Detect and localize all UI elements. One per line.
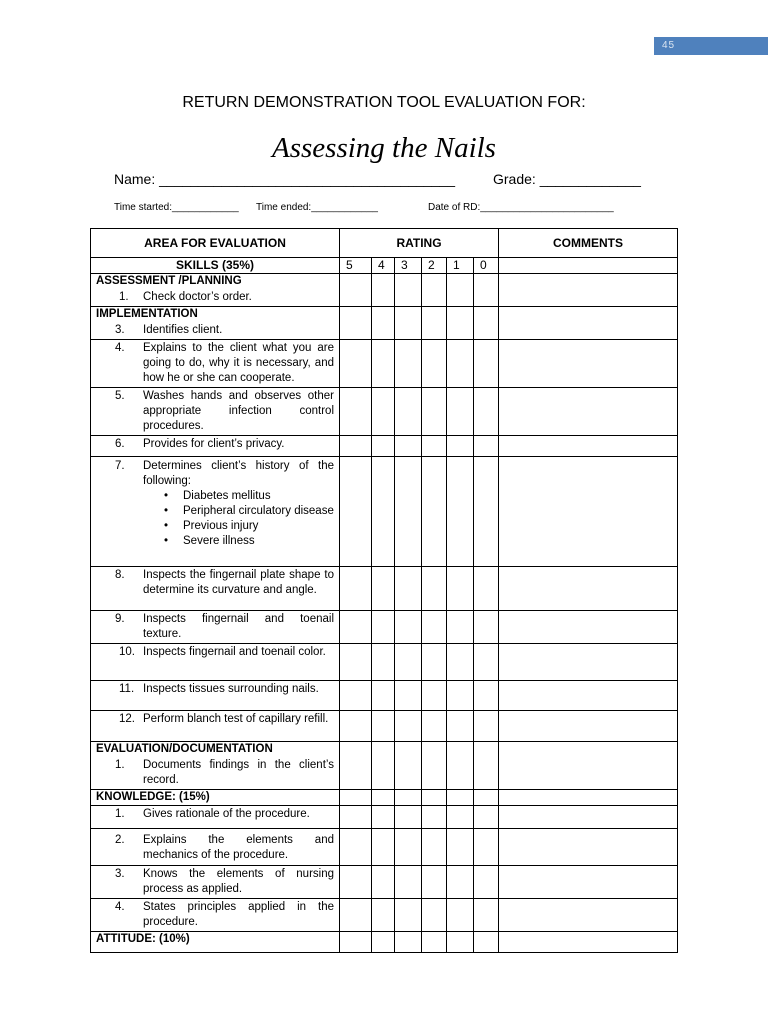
rating-cell[interactable]	[447, 611, 474, 644]
section-knowledge: KNOWLEDGE: (15%)	[91, 790, 340, 806]
comments-cell[interactable]	[499, 932, 678, 953]
comments-cell[interactable]	[499, 388, 678, 436]
criterion-label: Washes hands and observes other appropriate infection control procedures.	[143, 390, 334, 432]
criterion-label: Gives rationale of the procedure.	[143, 808, 310, 820]
rating-1: 1	[447, 258, 474, 274]
rating-cell[interactable]	[372, 274, 395, 307]
rating-cell[interactable]	[372, 790, 395, 806]
rating-cell[interactable]	[474, 806, 499, 829]
rating-cell[interactable]	[474, 457, 499, 567]
rating-cell[interactable]	[372, 611, 395, 644]
criterion-text	[91, 388, 340, 436]
table-row	[91, 567, 678, 611]
table-row	[91, 340, 678, 388]
criterion-number: 7.	[115, 460, 125, 472]
criterion-number: 8.	[115, 569, 125, 581]
rating-cell[interactable]	[340, 436, 372, 457]
rating-cell[interactable]	[447, 899, 474, 932]
criterion-number: 1.	[119, 291, 129, 303]
table-row	[91, 644, 678, 681]
rating-5: 5	[340, 258, 372, 274]
rating-cell[interactable]	[395, 457, 422, 567]
rating-cell[interactable]	[447, 436, 474, 457]
rating-cell[interactable]	[474, 829, 499, 866]
rating-cell[interactable]	[395, 307, 422, 340]
rating-4: 4	[372, 258, 395, 274]
rating-cell[interactable]	[422, 340, 447, 388]
rating-cell[interactable]	[474, 711, 499, 742]
date-of-rd-field: Date of RD:________________________	[428, 202, 614, 213]
time-started-field: Time started:____________	[114, 202, 239, 213]
history-item: • Previous injury	[139, 519, 334, 534]
rating-cell[interactable]	[474, 274, 499, 307]
rating-cell[interactable]	[395, 829, 422, 866]
table-row	[91, 932, 678, 953]
criterion-label: Explains the elements and mechanics of the procedure.	[143, 834, 334, 861]
rating-cell[interactable]	[447, 457, 474, 567]
rating-cell[interactable]	[422, 899, 447, 932]
criterion-text	[91, 322, 339, 339]
rating-cell[interactable]	[372, 307, 395, 340]
criterion-text	[91, 681, 340, 711]
criterion-text	[91, 340, 340, 388]
rating-cell[interactable]	[340, 742, 372, 790]
section-evaluation: EVALUATION/DOCUMENTATION	[96, 743, 273, 755]
rating-cell[interactable]	[447, 866, 474, 899]
rating-cell[interactable]	[340, 611, 372, 644]
rating-cell[interactable]	[447, 711, 474, 742]
rating-cell[interactable]	[422, 307, 447, 340]
criterion-number: 11.	[119, 683, 135, 695]
criterion-number: 5.	[115, 390, 125, 402]
rating-cell[interactable]	[340, 711, 372, 742]
rating-cell[interactable]	[447, 274, 474, 307]
table-row	[91, 388, 678, 436]
criterion-text	[91, 611, 340, 644]
rating-cell[interactable]	[474, 932, 499, 953]
comments-cell	[499, 258, 678, 274]
rating-cell[interactable]	[395, 388, 422, 436]
table-row	[91, 711, 678, 742]
rating-cell[interactable]	[372, 932, 395, 953]
rating-cell[interactable]	[340, 790, 372, 806]
rating-cell[interactable]	[422, 457, 447, 567]
table-row	[91, 681, 678, 711]
rating-cell[interactable]	[422, 806, 447, 829]
rating-cell[interactable]	[474, 681, 499, 711]
criterion-number: 3.	[115, 868, 125, 880]
rating-cell[interactable]	[395, 932, 422, 953]
rating-cell[interactable]	[372, 340, 395, 388]
comments-cell[interactable]	[499, 340, 678, 388]
rating-cell[interactable]	[372, 742, 395, 790]
rating-cell[interactable]	[395, 681, 422, 711]
rating-cell[interactable]	[474, 866, 499, 899]
rating-cell[interactable]	[395, 790, 422, 806]
rating-cell[interactable]	[340, 806, 372, 829]
criterion-text	[91, 289, 339, 306]
rating-cell[interactable]	[395, 567, 422, 611]
rating-2: 2	[422, 258, 447, 274]
name-field: Name: ______________________________________	[114, 171, 455, 187]
criterion-label: States principles applied in the procedure.	[143, 901, 334, 928]
rating-cell[interactable]	[395, 274, 422, 307]
rating-cell[interactable]	[340, 932, 372, 953]
criterion-label: Inspects tissues surrounding nails.	[143, 683, 319, 695]
rating-cell[interactable]	[372, 711, 395, 742]
rating-cell[interactable]	[372, 388, 395, 436]
criterion-text	[91, 457, 340, 567]
rating-cell[interactable]	[340, 274, 372, 307]
rating-cell[interactable]	[395, 611, 422, 644]
criterion-text	[91, 757, 339, 789]
history-item: • Diabetes mellitus	[139, 489, 334, 504]
comments-cell[interactable]	[499, 711, 678, 742]
document-subtitle: Assessing the Nails	[272, 132, 496, 164]
rating-cell[interactable]	[447, 790, 474, 806]
rating-cell[interactable]	[447, 681, 474, 711]
rating-cell[interactable]	[422, 436, 447, 457]
rating-cell[interactable]	[340, 644, 372, 681]
comments-cell[interactable]	[499, 436, 678, 457]
rating-cell[interactable]	[340, 866, 372, 899]
rating-cell[interactable]	[474, 790, 499, 806]
section-cell	[91, 274, 340, 307]
grade-field: Grade: _____________	[493, 171, 641, 187]
criterion-label: Check doctor’s order.	[143, 291, 252, 303]
table-row	[91, 829, 678, 866]
rating-header: RATING	[340, 229, 499, 258]
rating-cell[interactable]	[474, 899, 499, 932]
rating-cell[interactable]	[395, 340, 422, 388]
criterion-text	[91, 567, 340, 611]
rating-cell[interactable]	[422, 932, 447, 953]
rating-cell[interactable]	[422, 711, 447, 742]
comments-cell[interactable]	[499, 742, 678, 790]
rating-3: 3	[395, 258, 422, 274]
comments-cell[interactable]	[499, 611, 678, 644]
rating-cell[interactable]	[422, 742, 447, 790]
rating-cell[interactable]	[372, 829, 395, 866]
comments-cell[interactable]	[499, 307, 678, 340]
table-row	[91, 899, 678, 932]
rating-cell[interactable]	[395, 644, 422, 681]
criterion-label: Inspects the fingernail plate shape to determine its curvature and angle.	[143, 569, 334, 596]
criterion-number: 2.	[115, 834, 125, 846]
section-cell	[91, 742, 340, 790]
area-header: AREA FOR EVALUATION	[91, 229, 340, 258]
criterion-label: Identifies client.	[143, 324, 223, 336]
rating-cell[interactable]	[372, 681, 395, 711]
rating-cell[interactable]	[395, 711, 422, 742]
history-item: • Peripheral circulatory disease	[139, 504, 334, 519]
rating-cell[interactable]	[447, 307, 474, 340]
criterion-text	[91, 644, 340, 681]
comments-cell[interactable]	[499, 899, 678, 932]
table-row	[91, 806, 678, 829]
table-row	[91, 866, 678, 899]
rating-cell[interactable]	[340, 829, 372, 866]
criterion-number: 10.	[119, 646, 135, 658]
comments-cell[interactable]	[499, 644, 678, 681]
rating-cell[interactable]	[474, 644, 499, 681]
skills-row	[91, 258, 678, 274]
rating-cell[interactable]	[422, 681, 447, 711]
table-row	[91, 307, 678, 340]
rating-cell[interactable]	[372, 806, 395, 829]
rating-cell[interactable]	[372, 436, 395, 457]
table-row	[91, 790, 678, 806]
comments-cell[interactable]	[499, 806, 678, 829]
table-row	[91, 611, 678, 644]
history-item: • Severe illness	[139, 534, 334, 549]
rating-cell[interactable]	[447, 829, 474, 866]
document-title: RETURN DEMONSTRATION TOOL EVALUATION FOR:	[182, 94, 586, 111]
criterion-label: Inspects fingernail and toenail texture.	[143, 613, 334, 640]
rating-cell[interactable]	[395, 866, 422, 899]
criterion-number: 3.	[115, 324, 125, 336]
rating-cell[interactable]	[447, 742, 474, 790]
table-row	[91, 436, 678, 457]
criterion-number: 1.	[115, 808, 125, 820]
criterion-label: Perform blanch test of capillary refill.	[143, 713, 329, 725]
comments-cell[interactable]	[499, 274, 678, 307]
rating-cell[interactable]	[474, 611, 499, 644]
rating-cell[interactable]	[372, 899, 395, 932]
rating-cell[interactable]	[340, 340, 372, 388]
time-ended-field: Time ended:____________	[256, 202, 378, 213]
header-row	[91, 229, 678, 258]
rating-cell[interactable]	[372, 644, 395, 681]
comments-cell[interactable]	[499, 866, 678, 899]
rating-cell[interactable]	[447, 806, 474, 829]
rating-cell[interactable]	[474, 307, 499, 340]
comments-cell[interactable]	[499, 567, 678, 611]
criterion-number: 1.	[115, 759, 125, 771]
table-row	[91, 457, 678, 567]
rating-cell[interactable]	[372, 567, 395, 611]
rating-cell[interactable]	[447, 567, 474, 611]
criterion-label: Documents findings in the client’s record.	[143, 759, 334, 786]
criterion-text	[91, 436, 340, 457]
evaluation-table	[90, 228, 678, 953]
page-number: 45	[662, 40, 676, 51]
table-row	[91, 742, 678, 790]
criterion-label: Determines client’s history of the following:	[143, 460, 334, 487]
comments-cell[interactable]	[499, 681, 678, 711]
rating-cell[interactable]	[372, 866, 395, 899]
section-attitude: ATTITUDE: (10%)	[91, 932, 340, 953]
criterion-label: Provides for client’s privacy.	[143, 438, 285, 450]
rating-cell[interactable]	[422, 567, 447, 611]
rating-cell[interactable]	[447, 932, 474, 953]
rating-cell[interactable]	[340, 457, 372, 567]
rating-cell[interactable]	[447, 388, 474, 436]
rating-cell[interactable]	[474, 340, 499, 388]
criterion-text	[91, 806, 340, 829]
section-assessment: ASSESSMENT /PLANNING	[96, 275, 242, 287]
criterion-number: 6.	[115, 438, 125, 450]
rating-0: 0	[474, 258, 499, 274]
criterion-number: 12.	[119, 713, 135, 725]
rating-cell[interactable]	[395, 806, 422, 829]
rating-cell[interactable]	[340, 567, 372, 611]
rating-cell[interactable]	[474, 388, 499, 436]
skills-label: SKILLS (35%)	[91, 258, 340, 274]
rating-cell[interactable]	[395, 436, 422, 457]
rating-cell[interactable]	[340, 388, 372, 436]
criterion-text	[91, 866, 340, 899]
rating-cell[interactable]	[474, 436, 499, 457]
criterion-label: Knows the elements of nursing process as applied.	[143, 868, 334, 895]
rating-cell[interactable]	[422, 644, 447, 681]
rating-cell[interactable]	[422, 611, 447, 644]
rating-cell[interactable]	[340, 307, 372, 340]
rating-cell[interactable]	[447, 340, 474, 388]
criterion-text	[91, 829, 340, 866]
comments-header: COMMENTS	[499, 229, 678, 258]
rating-cell[interactable]	[395, 742, 422, 790]
criterion-label: Inspects fingernail and toenail color.	[143, 646, 326, 658]
comments-cell[interactable]	[499, 829, 678, 866]
criterion-text	[91, 899, 340, 932]
criterion-number: 4.	[115, 342, 125, 354]
comments-cell[interactable]	[499, 790, 678, 806]
rating-cell[interactable]	[422, 388, 447, 436]
rating-cell[interactable]	[422, 829, 447, 866]
rating-cell[interactable]	[422, 274, 447, 307]
criterion-label: Explains to the client what you are going to do, why it is necessary, and how he or she can cooperate.	[143, 342, 334, 384]
rating-cell[interactable]	[372, 457, 395, 567]
rating-cell[interactable]	[340, 899, 372, 932]
rating-cell[interactable]	[395, 899, 422, 932]
criterion-text	[91, 711, 340, 742]
rating-cell[interactable]	[447, 644, 474, 681]
page-number-tab	[654, 37, 768, 55]
comments-cell[interactable]	[499, 457, 678, 567]
rating-cell[interactable]	[474, 567, 499, 611]
criterion-number: 4.	[115, 901, 125, 913]
rating-cell[interactable]	[474, 742, 499, 790]
rating-cell[interactable]	[422, 790, 447, 806]
rating-cell[interactable]	[422, 866, 447, 899]
section-cell	[91, 307, 340, 340]
history-list	[139, 489, 334, 549]
section-implementation: IMPLEMENTATION	[96, 308, 198, 320]
table-row	[91, 274, 678, 307]
rating-cell[interactable]	[340, 681, 372, 711]
criterion-number: 9.	[115, 613, 125, 625]
